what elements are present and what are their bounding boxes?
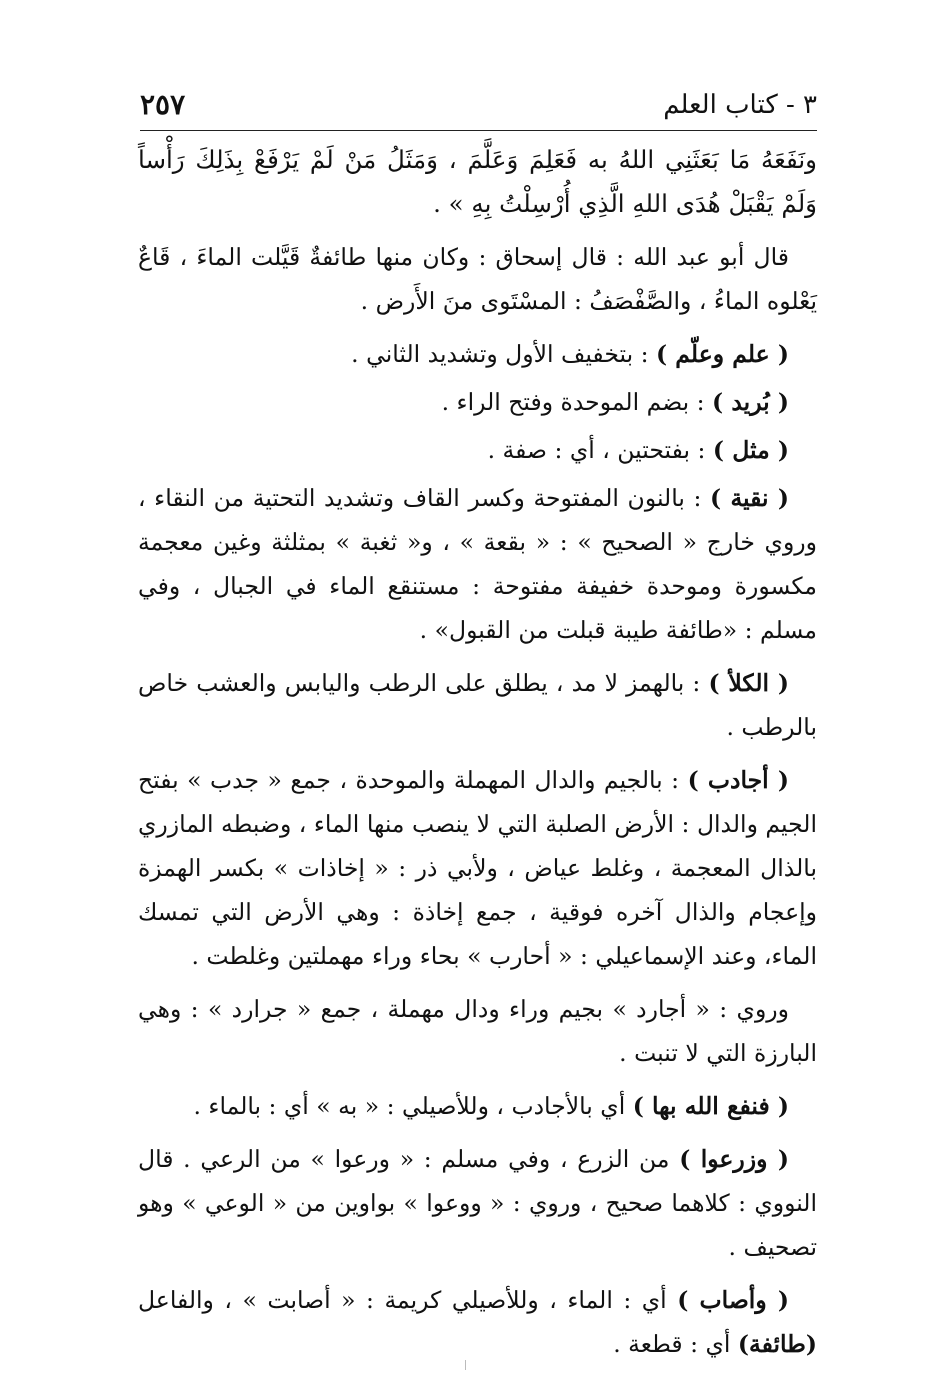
- gloss-entry: [138, 428, 817, 472]
- gloss-term: ( بُريد ): [712, 388, 789, 416]
- gloss-term: ( فنفع الله بها ): [632, 1092, 789, 1120]
- header-rule: [140, 130, 817, 131]
- gloss-entry: [138, 1084, 817, 1128]
- gloss-term: ( وزرعوا ): [679, 1145, 790, 1173]
- body-text: [138, 138, 817, 1375]
- gloss-term: ( وأصاب ): [677, 1286, 790, 1314]
- gloss-term: (طائفة): [737, 1330, 817, 1358]
- gloss-text: : بفتحتين ، أي : صفة .: [487, 436, 713, 464]
- gloss-term: ( الكلأ ): [708, 669, 789, 697]
- gloss-term: ( نقية ): [710, 484, 789, 512]
- gloss-text: : بضم الموحدة وفتح الراء .: [441, 388, 713, 416]
- gloss-term: ( مثل ): [712, 436, 789, 464]
- gloss-entry: [138, 476, 817, 652]
- gloss-text: أي : قطعة .: [613, 1330, 738, 1358]
- hadith-text: [138, 138, 817, 226]
- gloss-text: : بالنون المفتوحة وكسر القاف وتشديد التحتية من النقاء ، وروي خارج « الصحيح » : « بقعة » ، و« ثغبة » بمثلثة وغين معجمة مكسورة وموحدة خفيفة مفتوحة : مستنقع الماء في الجبال ، وفي مسلم : «طائفة طيبة قبلت من القبول» .: [138, 484, 817, 644]
- gloss-text: أي : الماء ، وللأصيلي كريمة : « أصابت » ، والفاعل: [138, 1286, 678, 1314]
- gloss-term: ( علم وعلّم ): [655, 340, 789, 368]
- gloss-entry: [138, 758, 817, 978]
- gloss-entry: [138, 661, 817, 749]
- gloss-text: : بالهمز لا مد ، يطلق على الرطب واليابس والعشب خاص بالرطب .: [138, 669, 817, 741]
- gloss-text: : بالجيم والدال المهملة والموحدة ، جمع « جدب » بفتح الجيم والدال : الأرض الصلبة التي لا ينصب منها الماء ، وضبطه المازري بالذال المعجمة ، وغلط عياض ، ولأبي ذر : « إخاذات » بكسر الهمزة وإعجام والذال آخره فوقية ، جمع إخاذة : وهي الأرض التي تمسك الماء، وعند الإسماعيلي : « أحارب » بحاء وراء مهملتين وغلطت .: [138, 766, 817, 970]
- page-number: ٢٥٧: [140, 88, 186, 121]
- paragraph-text: ونَفَعَهُ مَا بَعَثَنِي اللهُ به فَعَلِمَ وَعَلَّمَ ، وَمَثَلُ مَنْ لَمْ يَرْفَعْ بِذَلِكَ رَأْساً وَلَمْ يَقْبَلْ هُدَى اللهِ الَّذِي أُرْسِلْتُ بِهِ » .: [138, 145, 817, 218]
- commentary-paragraph: [138, 987, 817, 1075]
- page-bottom-mark: [465, 1360, 466, 1370]
- gloss-text: أي بالأجادب ، وللأصيلي : « به » أي : بالماء .: [193, 1092, 633, 1120]
- page-header: [140, 84, 817, 124]
- paragraph-text: قال أبو عبد الله : قال إسحاق : وكان منها طائفةٌ قَيَّلت الماءَ ، قَاعٌ يَعْلوه الماءُ ، والصَّفْصَفُ : المسْتَوى منَ الأَرض .: [138, 243, 817, 315]
- paragraph-text: وروي : « أجارد » بجيم وراء ودال مهملة ، جمع « جرارد » : وهي البارزة التي لا تنبت .: [138, 995, 817, 1067]
- gloss-entry: [138, 332, 817, 376]
- gloss-entry: [138, 380, 817, 424]
- gloss-text: من الزرع ، وفي مسلم : « ورعوا » من الرعي . قال النووي : كلاهما صحيح ، وروي : « ووعوا » بواوين من « الوعي » وهو تصحيف .: [138, 1145, 817, 1261]
- gloss-text: : بتخفيف الأول وتشديد الثاني .: [351, 340, 656, 368]
- commentary-paragraph: [138, 235, 817, 323]
- gloss-term: ( أجادب ): [687, 766, 789, 794]
- section-title: ٣ - كتاب العلم: [663, 90, 817, 120]
- gloss-entry: [138, 1278, 817, 1366]
- gloss-entry: [138, 1137, 817, 1269]
